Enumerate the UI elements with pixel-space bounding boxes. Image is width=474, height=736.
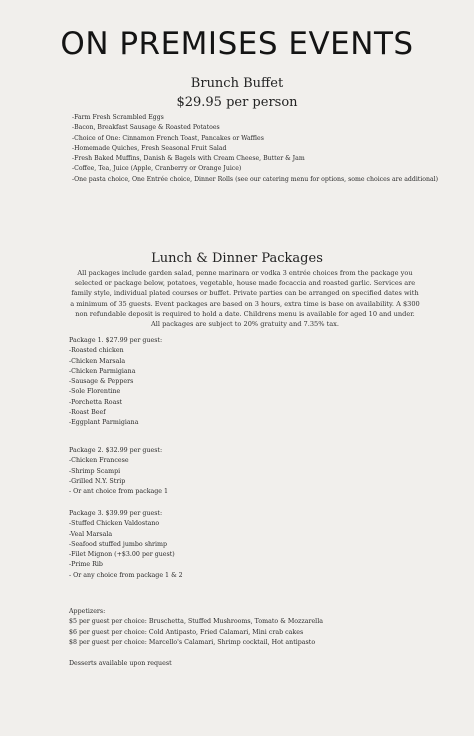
list-item: $5 per guest per choice: Bruschetta, Stuffed Mushrooms, Tomato & Mozzarella [69,618,323,626]
package-heading: Package 3. $39.99 per guest: [69,510,163,517]
list-item: $6 per guest per choice: Cold Antipasto, Fried Calamari, Mini crab cakes [69,628,304,636]
list-item: $8 per guest per choice: Marcello's Calamari, Shrimp cocktail, Hot antipasto [69,638,316,646]
list-item: -Sole Florentine [69,388,121,396]
list-item: -Roasted chicken [69,347,124,355]
list-item: -Shrimp Scampi [69,467,121,475]
list-item: -One pasta choice, One Entrée choice, Dinner Rolls (see our catering menu for options, some choices are additional) [72,175,439,183]
list-item: - Or ant choice from package 1 [69,488,169,496]
page-title: ON PREMISES EVENTS [60,26,414,62]
brunch-items-list [72,113,467,185]
list-item: -Roast Beef [69,409,106,417]
brunch-price: $29.95 per person [176,95,298,110]
package-3 [69,509,369,581]
list-item: -Stuffed Chicken Valdostano [69,520,160,528]
list-item: -Eggplant Parmigiana [69,419,139,427]
package-2 [69,446,369,497]
list-item: -Chicken Marsala [69,357,126,365]
list-item: -Chicken Parmigiana [69,367,136,375]
list-item: -Bacon, Breakfast Sausage & Roasted Potatoes [72,124,220,132]
desserts-note: Desserts available upon request [69,660,172,667]
list-item: -Chicken Francese [69,457,129,465]
list-item: -Sausage & Peppers [69,378,134,386]
brunch-title: Brunch Buffet [190,76,284,91]
list-item: - Or any choice from package 1 & 2 [69,571,183,579]
list-item: -Choice of One: Cinnamon French Toast, Pancakes or Waffles [72,134,264,142]
list-item: -Filet Mignon (+$3.00 per guest) [69,551,175,559]
package-1 [69,336,369,429]
list-item: -Prime Rib [69,561,103,569]
list-item: -Farm Fresh Scrambled Eggs [72,114,164,121]
list-item: -Coffee, Tea, Juice (Apple, Cranberry or Orange Juice) [72,165,242,173]
list-item: -Seafood stuffed jumbo shrimp [69,540,168,548]
lunch-dinner-intro: All packages include garden salad, penne marinara or vodka 3 entrée choices from the package you selected or package below, potatoes, vegetable, house made focaccia and roasted garlic. Services are family style, individual plated courses or buffet. Private parties can be arranged on specified dates with a minimum of 35 guests. Event packages are based on 3 hours, extra time is base on availability. A $300 non refundable deposit is required to hold a date. Childrens menu is available for aged 10 and under. All packages are subject to 20% gratuity and 7.35% tax. [70,269,420,329]
list-item: -Porchetta Roast [69,398,123,406]
package-heading: Package 2. $32.99 per guest: [69,447,163,454]
appetizers-section [69,607,429,648]
appetizers-heading: Appetizers: [69,608,106,615]
list-item: -Grilled N.Y. Strip [69,477,126,485]
package-heading: Package 1. $27.99 per guest: [69,337,163,344]
lunch-dinner-title: Lunch & Dinner Packages [151,251,323,266]
list-item: -Fresh Baked Muffins, Danish & Bagels with Cream Cheese, Butter & Jam [72,155,305,163]
list-item: -Veal Marsala [69,530,113,538]
list-item: -Homemade Quiches, Fresh Seasonal Fruit Salad [72,144,227,152]
